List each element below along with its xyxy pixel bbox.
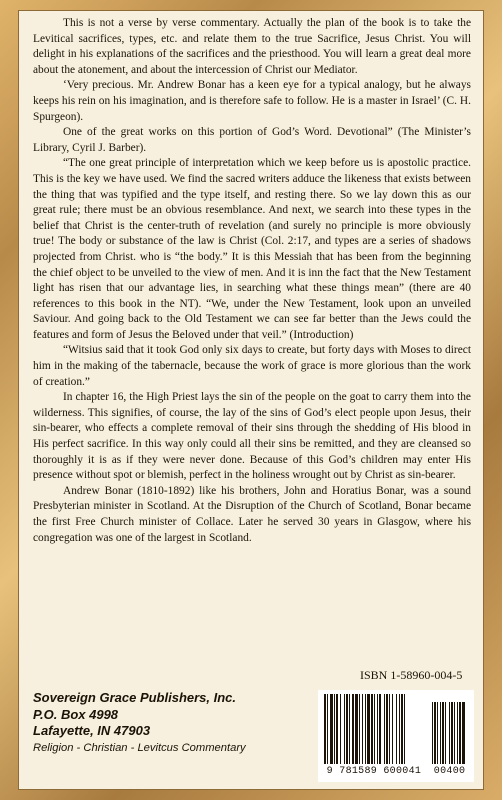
barcode-bar — [327, 694, 328, 764]
barcode-addon-bar — [434, 702, 436, 764]
barcode-bar — [377, 694, 378, 764]
barcode-bar — [386, 694, 388, 764]
barcode-bar — [352, 694, 354, 764]
barcode-bar — [367, 694, 370, 764]
barcode — [318, 690, 474, 782]
barcode-bar — [344, 694, 345, 764]
category-line: Religion - Christian - Levitcus Commentary — [33, 741, 246, 754]
paragraph: In chapter 16, the High Priest lays the sin of the people on the goat to carry them into the wilderness. This signifies, of course, the lay of the sins of God’s elect people upon Jesus, their sin-bearer, who effects a complete removal of their sins through the shedding of His blood in His perfect sacrifice. In this way only could all their sins be remitted, and they are cleansed so thoroughly it is as if they were never done. Because of this God’s children may enter His presence without spot or blemish, perfect in the holiness wrought out by Christ as sin-bearer. — [33, 391, 471, 482]
barcode-bar — [379, 694, 381, 764]
isbn-label: ISBN 1-58960-004-5 — [360, 668, 463, 682]
barcode-bar — [362, 694, 363, 764]
description-text — [33, 16, 471, 546]
barcode-bar — [359, 694, 360, 764]
barcode-bar — [392, 694, 393, 764]
barcode-bar — [371, 694, 373, 764]
barcode-bars — [318, 690, 474, 766]
barcode-addon-bar — [449, 702, 450, 764]
barcode-addon-bar — [462, 702, 465, 764]
barcode-addon-bar — [457, 702, 458, 764]
barcode-bar — [365, 694, 366, 764]
paragraph: ‘Very precious. Mr. Andrew Bonar has a keen eye for a typical analogy, but he always keeps his rein on his imagination, and is therefore safe to follow. He is a master in Israel’ (C. H. Spurgeon). — [33, 79, 471, 123]
paragraph: One of the great works on this portion of God’s Word. Devotional” (The Minister’s Library, Cyril J. Barber). — [33, 126, 471, 154]
publisher-name: Sovereign Grace Publishers, Inc. — [33, 690, 237, 705]
barcode-addon-bar — [454, 702, 455, 764]
paragraph: Andrew Bonar (1810-1892) like his brothers, John and Horatius Bonar, was a sound Presbyterian minister in Scotland. At the Disruption of the Church of Scotland, Bonar became the first Free Church minister of Collace. Later he served 30 years in Glasgow, where his congregation was one of the largest in Scotland. — [33, 484, 471, 544]
barcode-bar — [355, 694, 358, 764]
publisher-po-box: P.O. Box 4998 — [33, 706, 119, 722]
barcode-bar — [401, 694, 403, 764]
barcode-bar — [396, 694, 397, 764]
barcode-bar — [334, 694, 335, 764]
publisher-city: Lafayette, IN 47903 — [33, 723, 151, 738]
barcode-bar — [374, 694, 375, 764]
barcode-bar — [340, 694, 341, 764]
barcode-addon-bar — [459, 702, 461, 764]
paragraph: “The one great principle of interpretation which we keep before us is apostolic practice. This is the key we have used. We find the sacred writers adduce the likeness that exists between the thing that was typified and the type itself, and resting there. So we lay down this as our great rule; there must be an obvious resemblance. And next, we search into these types in the belief that Christ is the center-truth of revelation (and surely no principle is more obviously true! The body or substance of the law is Christ (Col. 2:17, and types are a series of shadows projected from Christ. who is “the body.” It is this Messiah that has been from the beginning the chief object to be unveiled to the view of men. And it is inn the fact that the New Testament light has risen that our advantage lies, in searching what these things mean” (there are 40 references to this book in the NT). “We, under the New Testament, look upon an unveiled Saviour. And going back to the Old Testament we can see far better than the Jews could the features and form of Jesus the Beloved under that veil.” (Introduction) — [33, 157, 471, 341]
barcode-bar — [349, 694, 350, 764]
paragraph: “Witsius said that it took God only six days to create, but forty days with Moses to direct him in the making of the tabernacle, because the work of grace is more glorious than the work of creation.” — [33, 344, 471, 388]
publisher-block — [33, 690, 303, 756]
barcode-addon-bar — [451, 702, 453, 764]
barcode-digits: 9 781589 600041 00400 — [326, 766, 466, 777]
barcode-bar — [389, 694, 390, 764]
barcode-bar — [346, 694, 348, 764]
barcode-bar — [404, 694, 405, 764]
barcode-addon-bar — [440, 702, 441, 764]
paragraph: This is not a verse by verse commentary. Actually the plan of the book is to take the Levitical sacrifices, types, etc. and relate them to the true Sacrifice, Jesus Christ. You will delight in his explanations of the sacrifices and the priesthood. You will learn a great deal more about the atonement, and about the intercession of Christ our Mediator. — [33, 17, 471, 76]
barcode-addon-bar — [442, 702, 444, 764]
barcode-bar — [330, 694, 333, 764]
barcode-bar — [336, 694, 338, 764]
barcode-bar — [384, 694, 385, 764]
barcode-bar — [399, 694, 400, 764]
barcode-bar — [324, 694, 326, 764]
barcode-addon-bar — [432, 702, 433, 764]
barcode-addon-bar — [437, 702, 438, 764]
barcode-addon-bar — [445, 702, 446, 764]
